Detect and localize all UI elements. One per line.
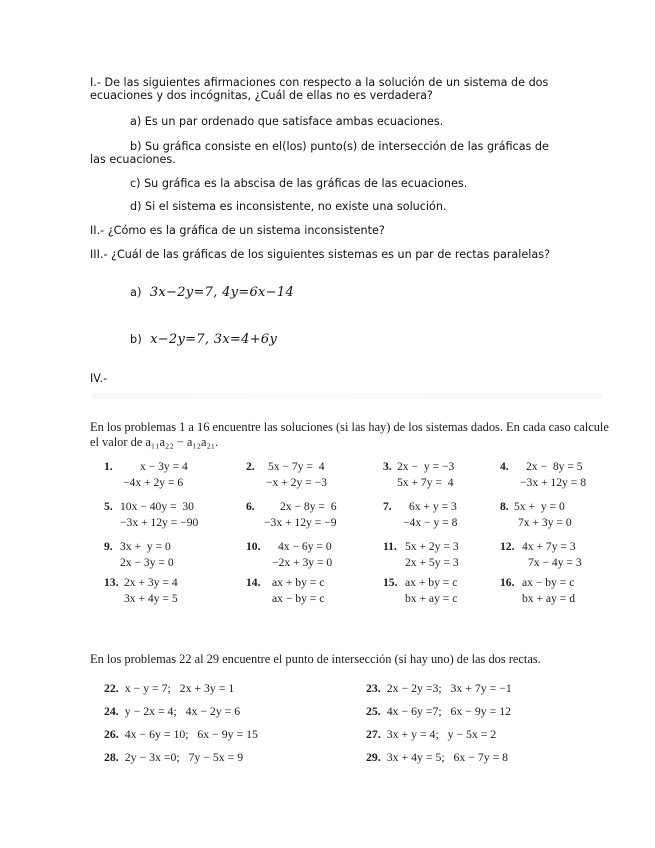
line-problem-number: 26. bbox=[104, 727, 119, 741]
question-1: I.- De las siguientes afirmaciones con respecto a la solución de un sistema de dos ecuaciones y dos incógnitas, ¿Cuál de ellas no es verdadera? bbox=[90, 76, 549, 102]
problem-number: 2. bbox=[246, 460, 255, 473]
problem-number: 9. bbox=[104, 540, 113, 553]
line-problem bbox=[104, 704, 240, 719]
question-2: II.- ¿Cómo es la gráfica de un sistema inconsistente? bbox=[90, 224, 385, 237]
line-problem-number: 29. bbox=[366, 750, 381, 764]
problem-number: 12. bbox=[500, 540, 515, 553]
problem-number: 5. bbox=[104, 500, 113, 513]
problem-eq1: 2x − 8y = 5 bbox=[526, 460, 583, 473]
problem-eq1: ax + by = c bbox=[405, 576, 458, 589]
problem-eq2: bx + ay = d bbox=[522, 592, 576, 605]
option-a: a) Es un par ordenado que satisface ambas ecuaciones. bbox=[130, 115, 444, 128]
option-d: d) Si el sistema es inconsistente, no existe una solución. bbox=[130, 200, 447, 213]
option-b: b) Su gráfica consiste en el(los) punto(s) de intersección de las gráficas de las ecuaciones. bbox=[90, 140, 549, 166]
problem-eq1: 2x + 3y = 4 bbox=[124, 576, 178, 589]
problem-number: 14. bbox=[246, 576, 261, 589]
system-a-label: a) bbox=[130, 286, 142, 299]
question-3: III.- ¿Cuál de las gráficas de los siguientes sistemas es un par de rectas paralelas? bbox=[90, 248, 551, 261]
line-problem-text: 3x + y = 4; y − 5x = 2 bbox=[386, 727, 497, 741]
problem-eq1: 10x − 40y = 30 bbox=[120, 500, 194, 513]
problem-number: 15. bbox=[383, 576, 398, 589]
problem-eq2: −4x − y = 8 bbox=[403, 516, 458, 529]
problem-eq1: 6x + y = 3 bbox=[409, 500, 457, 513]
problem-eq2: 7x + 3y = 0 bbox=[518, 516, 572, 529]
problem-eq2: bx + ay = c bbox=[405, 592, 458, 605]
problem-eq2: −x + 2y = −3 bbox=[266, 476, 327, 489]
problem-eq2: 2x − 3y = 0 bbox=[120, 556, 174, 569]
system-b-equations: x−2y=7, 3x=4+6y bbox=[150, 332, 278, 347]
line-problem bbox=[366, 750, 508, 765]
line-problem-number: 25. bbox=[366, 704, 381, 718]
line-problem-text: 2y − 3x =0; 7y − 5x = 9 bbox=[124, 750, 244, 764]
line-problem-number: 27. bbox=[366, 727, 381, 741]
line-problem-text: 2x − 2y =3; 3x + 7y = −1 bbox=[386, 681, 512, 695]
system-b-label: b) bbox=[130, 333, 143, 346]
system-a bbox=[130, 285, 294, 300]
system-b bbox=[130, 332, 277, 347]
problem-number: 1. bbox=[104, 460, 113, 473]
line-problem-number: 28. bbox=[104, 750, 119, 764]
option-c: c) Su gráfica es la abscisa de las gráficas de las ecuaciones. bbox=[130, 177, 468, 190]
line-problem bbox=[366, 681, 512, 696]
problem-number: 3. bbox=[383, 460, 392, 473]
problem-eq2: −3x + 12y = −9 bbox=[264, 516, 337, 529]
problem-number: 16. bbox=[500, 576, 515, 589]
problem-eq2: −3x + 12y = 8 bbox=[520, 476, 586, 489]
section-4-label: IV.- bbox=[90, 372, 108, 385]
problem-eq2: −3x + 12y = −90 bbox=[120, 516, 199, 529]
line-problem-text: 4x − 6y = 10; 6x − 9y = 15 bbox=[124, 727, 258, 741]
line-problem bbox=[366, 704, 511, 719]
problem-number: 6. bbox=[246, 500, 255, 513]
line-problem-number: 22. bbox=[104, 681, 119, 695]
line-problem bbox=[104, 681, 234, 696]
problem-eq2: ax − by = c bbox=[272, 592, 325, 605]
problem-number: 8. bbox=[500, 500, 509, 513]
problem-eq2: 2x + 5y = 3 bbox=[405, 556, 459, 569]
problem-eq1: 3x + y = 0 bbox=[120, 540, 171, 553]
problem-number: 4. bbox=[500, 460, 509, 473]
line-problem-number: 23. bbox=[366, 681, 381, 695]
problem-eq1: 5x + y = 0 bbox=[514, 500, 565, 513]
problem-eq1: ax + by = c bbox=[272, 576, 325, 589]
problem-eq1: x − 3y = 4 bbox=[140, 460, 188, 473]
line-problem-number: 24. bbox=[104, 704, 119, 718]
system-a-equations: 3x−2y=7, 4y=6x−14 bbox=[149, 285, 295, 300]
problem-eq1: 4x − 6y = 0 bbox=[278, 540, 332, 553]
problem-eq1: 4x + 7y = 3 bbox=[522, 540, 576, 553]
problems-intro-1: En los problemas 1 a 16 encuentre las soluciones (si las hay) de los sistemas dados. En cada caso calcule el valor de a₁₁a₂₂ − a₁₂a₂₁. bbox=[90, 420, 609, 449]
problems-intro-2: En los problemas 22 al 29 encuentre el punto de intersección (si hay uno) de las dos rectas. bbox=[90, 652, 541, 666]
problem-number: 11. bbox=[383, 540, 397, 553]
problem-eq1: 5x − 7y = 4 bbox=[268, 460, 325, 473]
line-problem bbox=[104, 750, 243, 765]
problem-eq2: −4x + 2y = 6 bbox=[123, 476, 184, 489]
line-problem-text: 4x − 6y =7; 6x − 9y = 12 bbox=[386, 704, 512, 718]
problem-eq1: 2x − 8y = 6 bbox=[280, 500, 337, 513]
scan-artifact bbox=[92, 393, 602, 399]
problem-eq2: 3x + 4y = 5 bbox=[124, 592, 178, 605]
problem-eq1: 2x − y = −3 bbox=[397, 460, 455, 473]
problem-eq1: 5x + 2y = 3 bbox=[405, 540, 459, 553]
problem-eq2: −2x + 3y = 0 bbox=[272, 556, 333, 569]
line-problem bbox=[104, 727, 258, 742]
problem-eq1: ax − by = c bbox=[522, 576, 575, 589]
line-problem bbox=[366, 727, 496, 742]
line-problem-text: x − y = 7; 2x + 3y = 1 bbox=[124, 681, 235, 695]
problem-number: 13. bbox=[104, 576, 119, 589]
problem-eq2: 7x − 4y = 3 bbox=[528, 556, 582, 569]
problem-eq2: 5x + 7y = 4 bbox=[397, 476, 454, 489]
line-problem-text: 3x + 4y = 5; 6x − 7y = 8 bbox=[386, 750, 509, 764]
problem-number: 7. bbox=[383, 500, 392, 513]
problem-number: 10. bbox=[246, 540, 261, 553]
line-problem-text: y − 2x = 4; 4x − 2y = 6 bbox=[124, 704, 241, 718]
